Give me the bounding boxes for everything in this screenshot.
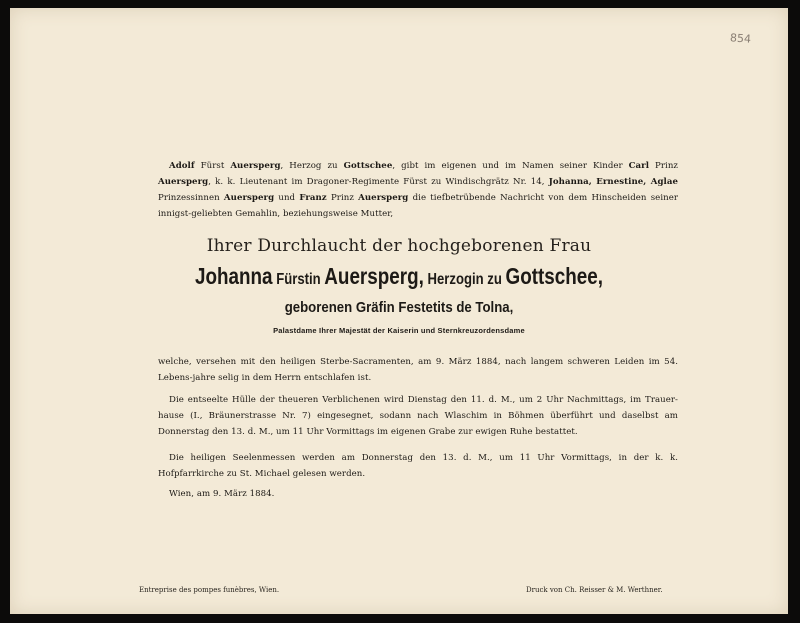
intro-text: Prinzessinnen (158, 193, 224, 203)
family-name: Auersperg, (324, 263, 424, 289)
princely-title: Fürstin (272, 271, 325, 288)
intro-text: Fürst (194, 161, 231, 171)
deceased-name (80, 263, 718, 290)
intro-text: Auersperg (158, 177, 209, 187)
burial-notice: Die entseelte Hülle der theueren Verblichenen wird Dienstag den 11. d. M., um 2 Uhr Nachmittags, im Trauer-hause (I., Bräunerstrasse Nr. 7) eingesegnet, sodann nach Wlaschim in Böhmen überführt und daselbst am Donnerstag den 13. d. M., um 11 Uhr Vormittags im eigenen Grabe zur ewigen Ruhe bestattet. (158, 395, 678, 437)
intro-text: Prinz (649, 161, 678, 171)
intro-text: Auersperg (230, 161, 281, 171)
intro-text: und (274, 193, 300, 203)
intro-paragraph (158, 158, 678, 222)
intro-text: Prinz (326, 193, 359, 203)
intro-text: Adolf (169, 161, 195, 171)
intro-text: , gibt im eigenen und im Namen seiner Kinder (392, 161, 629, 171)
duchy-prefix: Herzogin zu (423, 271, 506, 288)
intro-text: die tiefbetrübende Nachricht von dem Hinscheiden seiner innigst-geliebten Gemahlin, beziehungsweise Mutter, (158, 193, 678, 219)
intro-text: Auersperg (223, 193, 275, 203)
maiden-name: geborenen Gräfin Festetits de Tolna, (284, 299, 514, 316)
place-date: Wien, am 9. März 1884. (169, 489, 275, 499)
printer-credit: Druck von Ch. Reisser & M. Werthner. (526, 586, 663, 594)
archive-number: 854 (729, 31, 752, 46)
intro-text: Franz (299, 193, 327, 203)
duchy-name: Gottschee, (505, 263, 604, 289)
mass-notice: Die heiligen Seelenmessen werden am Donnerstag den 13. d. M., um 11 Uhr Vormittags, in der k. k. Hofpfarrkirche zu St. Michael gelesen werden. (158, 453, 678, 479)
first-name: Johanna (194, 263, 273, 289)
headline: Ihrer Durchlaucht der hochgeborenen Frau (206, 236, 592, 256)
intro-text: , Herzog zu (280, 161, 344, 171)
intro-text: Johanna, Ernestine, Aglae (548, 177, 678, 187)
death-notice: welche, versehen mit den heiligen Sterbe-Sacramenten, am 9. März 1884, nach langem schweren Leiden im 54. Lebens-jahre selig in dem Herrn entschlafen ist. (158, 357, 678, 383)
intro-text: Carl (628, 161, 650, 171)
court-office: Palastdame Ihrer Majestät der Kaiserin und Sternkreuzordensdame (273, 326, 525, 335)
intro-text: , k. k. Lieutenant im Dragoner-Regimente Fürst zu Windischgrätz Nr. 14, (208, 177, 549, 187)
intro-text: Gottschee (343, 161, 393, 171)
intro-text: Auersperg (358, 193, 409, 203)
mourning-notice-sheet (10, 8, 788, 614)
undertaker-credit: Entreprise des pompes funèbres, Wien. (139, 586, 280, 594)
